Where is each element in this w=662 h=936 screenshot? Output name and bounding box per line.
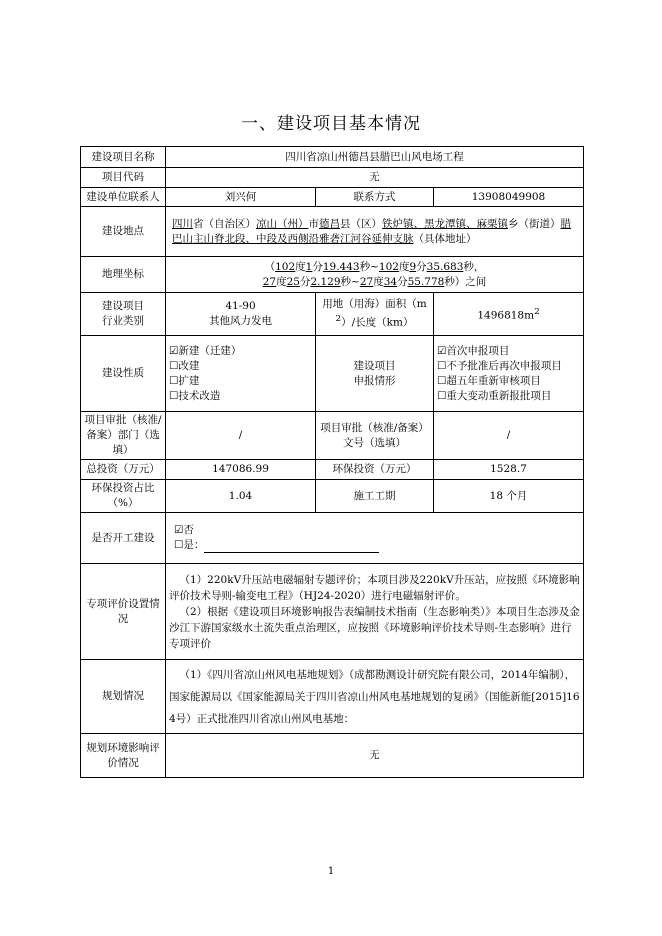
started-label: 是否开工建设 (81, 513, 166, 564)
approval-no-label: 项目审批（核准/备案）文号（选填） (316, 412, 434, 460)
started-yes[interactable]: ☐是： (174, 539, 205, 551)
special-value: （1）220kV升压站电磁辐射专题评价；本项目涉及220kV升压站，应按照《环境影响评价技术导则-输变电工程》（HJ24-2020）进行电磁辐射评价。 （2）根据《建设项目环境影响报告表编制技术指南（生态影响类）》本项目生态涉及金沙江下游国家级水土流失重点治理区，应按照《环境影响评价技术导则-生态影响》进行专项评价 (166, 564, 584, 660)
page-number: 1 (327, 866, 335, 877)
plan-label: 规划情况 (81, 660, 166, 734)
coord-label: 地理坐标 (81, 257, 166, 293)
invest-label: 总投资（万元） (81, 460, 166, 480)
started-no[interactable]: ☑否 (174, 524, 194, 536)
ratio-label: 环保投资占比（%） (81, 480, 166, 513)
special-label: 专项评价设置情况 (81, 564, 166, 660)
industry-value: 41-90 其他风力发电 (166, 293, 316, 336)
declaration-option[interactable]: ☐重大变动重新报批项目 (437, 389, 552, 402)
industry-label: 建设项目 行业类别 (81, 293, 166, 336)
ratio-value: 1.04 (166, 480, 316, 513)
declaration-option[interactable]: ☐超五年重新审核项目 (437, 374, 541, 387)
env-invest-label: 环保投资（万元） (316, 460, 434, 480)
contact-label: 建设单位联系人 (81, 188, 166, 207)
approval-no-value: / (434, 412, 584, 460)
location-value: 四川省（自治区）凉山（州）市德昌县（区）铁炉镇、黑龙潭镇、麻栗镇乡（街道）腊巴山主山脊北段、中段及西侧沿雅砻江河谷延伸支脉（具体地址） (166, 207, 584, 257)
period-label: 施工工期 (316, 480, 434, 513)
started-blank (204, 541, 379, 553)
nature-option[interactable]: ☐扩建 (169, 374, 200, 387)
coord-value: （102度1分19.443秒~102度9分35.683秒， 27度25分2.129秒~27度34分55.778秒）之间 (166, 257, 584, 293)
plan-env-label: 规划环境影响评价情况 (81, 734, 166, 778)
plan-env-value: 无 (166, 734, 584, 778)
declaration-option[interactable]: ☐不予批准后再次申报项目 (437, 359, 562, 372)
nature-option[interactable]: ☐改建 (169, 359, 200, 372)
phone-label: 联系方式 (316, 188, 434, 207)
page-title: 一、建设项目基本情况 (241, 114, 421, 134)
env-invest-value: 1528.7 (434, 460, 584, 480)
area-label: 用地（用海）面积$(m^2)/$长度（km） (316, 293, 434, 336)
name-value: 四川省凉山州德昌县腊巴山风电场工程 (166, 147, 584, 168)
nature-options (166, 336, 316, 412)
nature-option[interactable]: ☑新建（迁建） (169, 344, 242, 357)
invest-value: 147086.99 (166, 460, 316, 480)
approval-dept-label: 项目审批（核准/备案）部门（选填） (81, 412, 166, 460)
code-value: 无 (166, 168, 584, 188)
location-label: 建设地点 (81, 207, 166, 257)
code-label: 项目代码 (81, 168, 166, 188)
nature-label: 建设性质 (81, 336, 166, 412)
plan-value: （1）《四川省凉山州风电基地规划》（成都勘测设计研究院有限公司，2014年编制），国家能源局以《国家能源局关于四川省凉山州风电基地规划的复函》（国能新能[2015]164号）正式批准四川省凉山州风电基地： (166, 660, 584, 734)
name-label: 建设项目名称 (81, 147, 166, 168)
area-value: $1496818m^2$ (434, 293, 584, 336)
phone-value: 13908049908 (434, 188, 584, 207)
contact-value: 刘兴何 (166, 188, 316, 207)
declaration-label: 建设项目 申报情形 (316, 336, 434, 412)
period-value: 18 个月 (434, 480, 584, 513)
declaration-options (434, 336, 584, 412)
declaration-option[interactable]: ☑首次申报项目 (437, 344, 510, 357)
project-info-table (80, 146, 584, 778)
started-options (166, 513, 584, 564)
approval-dept-value: / (166, 412, 316, 460)
nature-option[interactable]: ☐技术改造 (169, 389, 221, 402)
